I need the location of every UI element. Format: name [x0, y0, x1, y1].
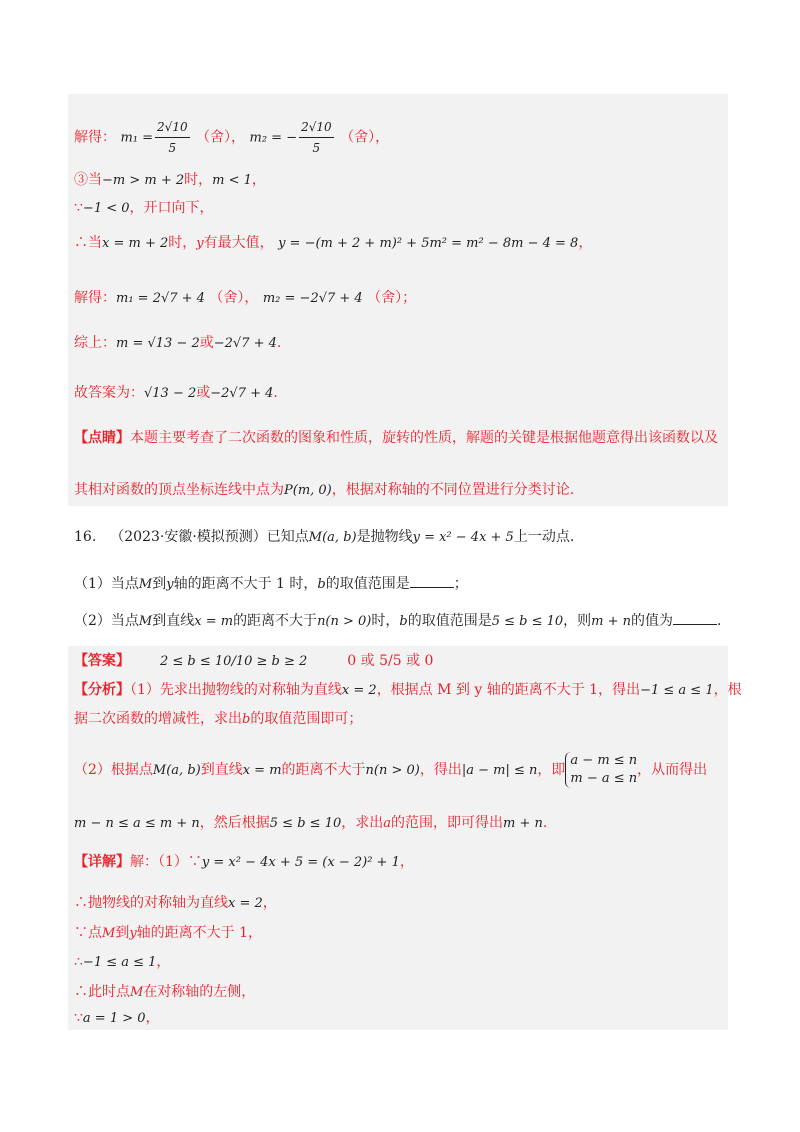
- case-3-line: ③当−m > m + 2时，m < 1，: [74, 172, 266, 188]
- inequality-system: a − m ≤ n m − a ≤ n: [565, 752, 637, 788]
- summary-line: 综上：m = √13 − 2或−2√7 + 4.: [74, 335, 282, 351]
- detail-line-1: 【详解】解：（1）∵y = x² − 4x + 5 = (x − 2)² + 1，: [74, 854, 414, 870]
- comment-tag: 【点睛】: [74, 430, 130, 446]
- analysis-line-2: 据二次函数的增减性，求出b的取值范围即可；: [74, 711, 363, 727]
- fraction: $\frac{2√10}{5}$: [299, 117, 334, 158]
- question-part-2: （2）当点M到直线x = m的距离不大于n(n > 0)时，b的取值范围是5 ≤ b ≤ 10，则m + n的值为 .: [74, 610, 721, 632]
- analysis-line-1: 【分析】（1）先求出抛物线的对称轴为直线x = 2，根据点 M 到 y 轴的距离不大于 1，得出−1 ≤ a ≤ 1，根: [74, 682, 742, 698]
- comment-line-2: 其相对函数的顶点坐标连线中点为P(m, 0)，根据对称轴的不同位置进行分类讨论.: [74, 482, 575, 498]
- solve-line-1: 解得： m₁ = $\frac{2√10}{5}$ （舍）， m₂ = − $\frac{2√10}{5}$ （舍），: [74, 117, 389, 158]
- question-16-stem: 16. （2023·安徽·模拟预测）已知点M(a, b)是抛物线y = x² − 4x + 5上一动点.: [74, 529, 575, 545]
- answer-tag: 【答案】: [74, 653, 130, 669]
- fraction: $\frac{2√10}{5}$: [155, 117, 190, 158]
- max-value-line: ∴当x = m + 2时，y有最大值， y = −(m + 2 + m)² + 5m² = m² − 8m − 4 = 8，: [74, 235, 593, 251]
- detail-line-5: ∴此时点M在对称轴的左侧，: [74, 984, 256, 1000]
- question-part-1: （1）当点M到y轴的距离不大于 1 时，b的取值范围是 ；: [74, 573, 468, 595]
- comment-line-1: 【点睛】本题主要考查了二次函数的图象和性质，旋转的性质，解题的关键是根据他题意得出该函数以及: [74, 430, 718, 446]
- solve-line-2: 解得：m₁ = 2√7 + 4 （舍）， m₂ = −2√7 + 4 （舍）；: [74, 290, 417, 306]
- answer-blank: [410, 573, 454, 588]
- opens-down-line: ∵−1 < 0，开口向下，: [74, 200, 214, 216]
- detail-line-2: ∴抛物线的对称轴为直线x = 2，: [74, 895, 277, 911]
- answer-blank: [673, 610, 717, 625]
- detail-line-4: ∴−1 ≤ a ≤ 1，: [74, 954, 171, 970]
- answer-tag-line: 【答案】 2 ≤ b ≤ 10/10 ≥ b ≥ 2 0 或 5/5 或 0: [74, 653, 434, 669]
- analysis-line-4: m − n ≤ a ≤ m + n，然后根据5 ≤ b ≤ 10，求出a的范围，即可得出m + n.: [74, 815, 548, 831]
- analysis-tag: 【分析】: [74, 682, 130, 698]
- question-number: 16.: [74, 529, 97, 545]
- detail-tag: 【详解】: [74, 854, 130, 870]
- analysis-line-3: （2）根据点M(a, b)到直线x = m的距离不大于n(n > 0)，得出|a − m| ≤ n，即 a − m ≤ n m − a ≤ n ，从而得出: [74, 753, 708, 786]
- detail-line-6: ∵a = 1 > 0，: [74, 1010, 160, 1026]
- detail-line-3: ∵点M到y轴的距离不大于 1，: [74, 925, 263, 941]
- answer-line: 故答案为：√13 − 2或−2√7 + 4.: [74, 385, 278, 401]
